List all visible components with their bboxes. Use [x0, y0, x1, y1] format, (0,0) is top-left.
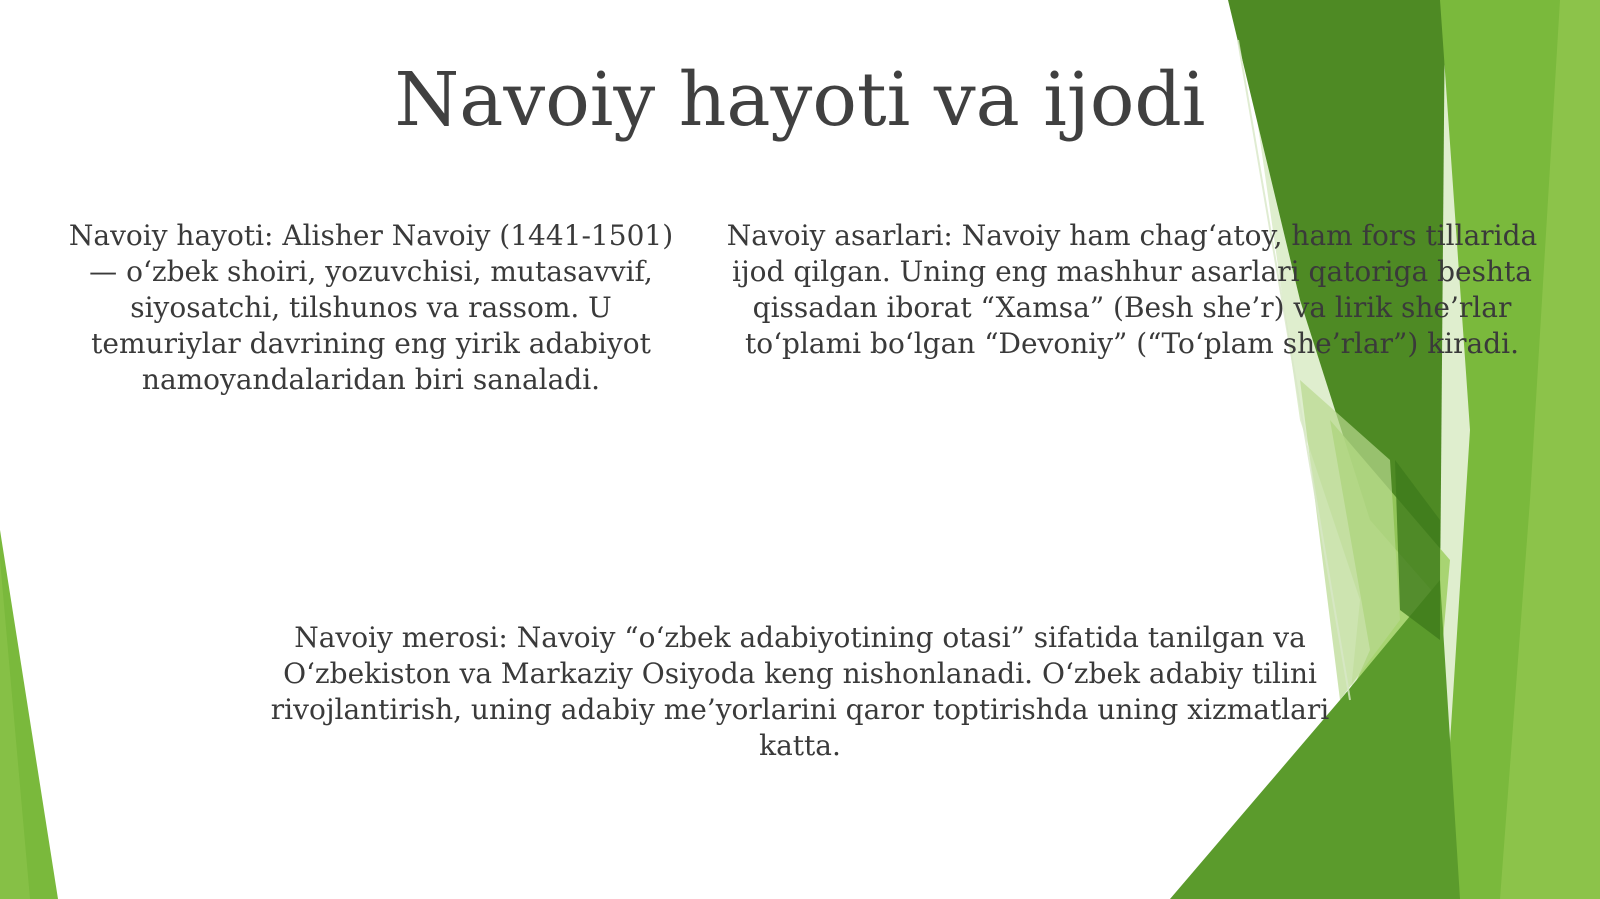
- navoiy-life-text: Navoiy hayoti: Alisher Navoiy (1441-1501) — o‘zbek shoiri, yozuvchisi, mutasavvif, siyosatchi, tilshunos va rassom. U temuriylar davrining eng yirik adabiyot namoyandalaridan biri sanaladi.: [68, 219, 674, 396]
- navoiy-works-text: Navoiy asarlari: Navoiy ham chag‘atoy, ham fors tillarida ijod qilgan. Uning eng mashhur asarlari qatoriga beshta qissadan iborat “Xamsa” (Besh she’r) va lirik she’rlar to‘plami bo‘lgan “Devoniy” (“To‘plam she’rlar”) kiradi.: [726, 219, 1538, 360]
- navoiy-legacy-text: Navoiy merosi: Navoiy “o‘zbek adabiyotining otasi” sifatida tanilgan va O‘zbekiston va Markaziy Osiyoda keng nishonlanadi. O‘zbek adabiy tilini rivojlantirish, uning adabiy me’yorlarini qaror toptirishda uning xizmatlari katta.: [270, 621, 1330, 762]
- slide-title: Navoiy hayoti va ijodi: [394, 57, 1206, 143]
